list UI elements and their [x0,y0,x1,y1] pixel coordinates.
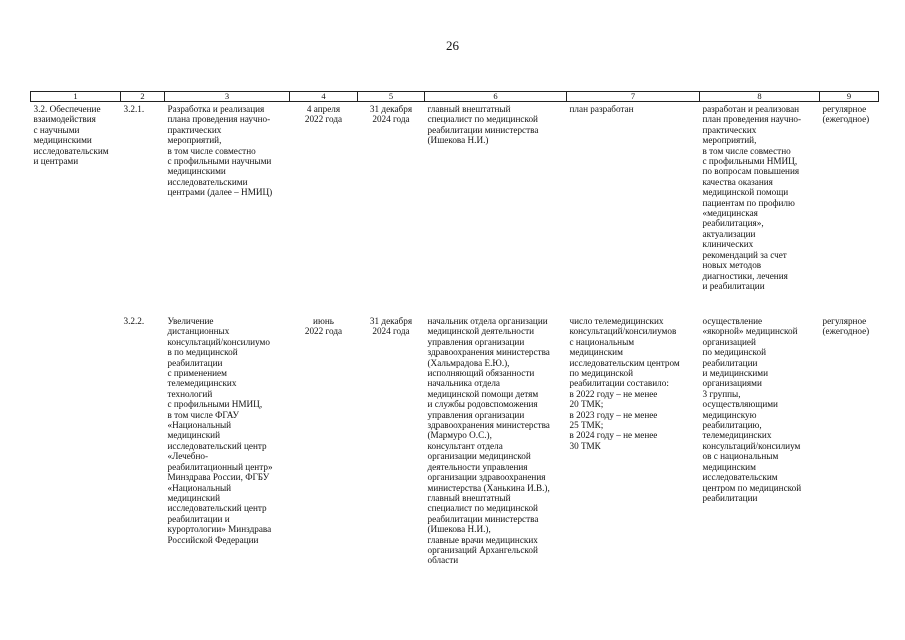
column-number-header [31,92,879,102]
cell-end-date: 31 декабря 2024 года [369,316,413,337]
column-number: 1 [31,92,121,102]
cell-start-date: 4 апреля 2022 года [304,104,343,125]
cell-item-number: 3.2.1. [123,104,145,114]
cell-indicator: план разработан [569,104,634,114]
table-row [31,314,879,566]
cell-task [31,314,121,566]
column-number: 5 [358,92,425,102]
column-number: 9 [820,92,879,102]
column-number: 4 [290,92,358,102]
cell-task: 3.2. Обеспечение взаимодействия с научными медицинскими исследовательским и центрами [33,104,109,167]
cell-item-number: 3.2.2. [123,316,145,326]
column-number: 8 [700,92,820,102]
column-number: 3 [165,92,290,102]
cell-activity: Разработка и реализация плана проведения научно- практических мероприятий, в том числе совместно с профильными научными медицинскими исследовательскими центрами (далее – НМИЦ) [167,104,273,198]
column-number: 2 [121,92,165,102]
cell-start-date: июнь 2022 года [304,316,343,337]
column-number: 7 [567,92,700,102]
cell-frequency: регулярное (ежегодное) [822,104,870,125]
cell-end-date: 31 декабря 2024 года [369,104,413,125]
cell-indicator: число телемедицинских консультаций/консилиумов с национальным медицинским исследовательским центром по медицинской реабилитации составило: в 2022 году – не менее 20 ТМК; в 2023 году – не менее 25 ТМК; в 2024 году – не менее 30 ТМК [569,316,680,451]
cell-frequency: регулярное (ежегодное) [822,316,870,337]
cell-responsible: главный внештатный специалист по медицинской реабилитации министерства (Ишекова Н.И.) [427,104,539,146]
page-number: 26 [446,38,459,53]
cell-activity: Увеличение дистанционных консультаций/консилиумо в по медицинской реабилитации с применением телемедицинских технологий с профильными НМИЦ, в том числе ФГАУ «Национальный медицинский исследовательский центр «Лечебно- реабилитационный центр» Минздрава России, ФГБУ «Национальный медицинский исследовательский центр реабилитации и курортологии» Минздрава Российской Федерации [167,316,273,545]
cell-result: разработан и реализован план проведения научно- практических мероприятий, в том числе совместно с профильными НМИЦ, по вопросам повышения качества оказания медицинской помощи пациентам по профилю «медицинская реабилитация», актуализации клинических рекомендаций за счет новых методов диагностики, лечения и реабилитации [702,104,802,291]
table-row [31,102,879,315]
cell-responsible: начальник отдела организации медицинской деятельности управления организации здравоохранения министерства (Хальмрадова Е.Ю.), исполняющий обязанности начальника отдела медицинской помощи детям и службы родовспоможения управления организации здравоохранения министерства (Мармуро О.С.), консультант отдела организации медицинской деятельности управления организации здравоохранения министерства (Ханькина И.В.), главный внештатный специалист по медицинской реабилитации министерства (Ишекова Н.И.), главные врачи медицинских организаций Архангельской области [427,316,550,566]
plan-table [30,91,879,566]
cell-result: осуществление «якорной» медицинской организацией по медицинской реабилитации и медицинскими организациями 3 группы, осуществляющими медицинскую реабилитацию, телемедицинских консультаций/консилиум ов с национальным медицинским исследовательским центром по медицинской реабилитации [702,316,802,503]
column-number: 6 [425,92,567,102]
